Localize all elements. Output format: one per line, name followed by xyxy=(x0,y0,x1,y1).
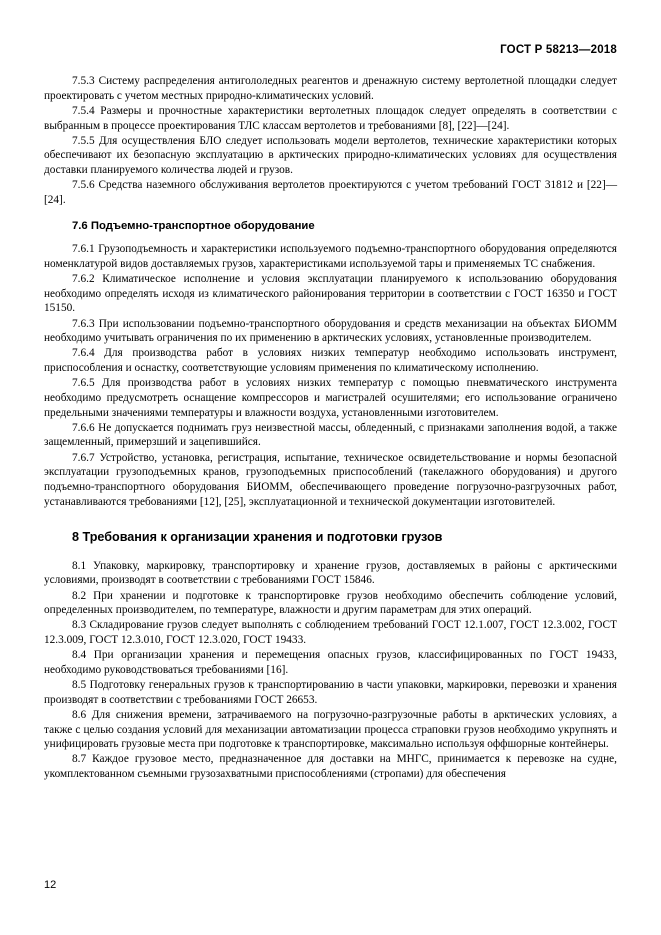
paragraph-7-5-4: 7.5.4 Размеры и прочностные характеристики вертолетных площадок следует определять в соответствии с выбранным в процессе проектирования ТЛС классам вертолетов и требованиями [8], [22]—[24]. xyxy=(44,104,617,132)
paragraph-7-5-3: 7.5.3 Систему распределения антигололедных реагентов и дренажную систему вертолетной площадки следует проектировать с учетом местных природно-климатических условий. xyxy=(44,75,617,102)
page-header: ГОСТ Р 58213—2018 xyxy=(500,44,617,56)
paragraph-7-6-4: 7.6.4 Для производства работ в условиях низких температур необходимо использовать инструмент, приспособления и оснастку, соответствующие условиям применения по климатическому исполнению. xyxy=(44,347,617,375)
subsection-heading-7-6: 7.6 Подъемно-транспортное оборудование xyxy=(72,219,315,232)
section-heading-8: 8 Требования к организации хранения и подготовки грузов xyxy=(72,530,443,545)
paragraph-8-4: 8.4 При организации хранения и перемещения опасных грузов, классифицированных по ГОСТ 19433, необходимо руководствоваться требованиями [16]. xyxy=(44,649,617,676)
paragraph-8-6: 8.6 Для снижения времени, затрачиваемого на погрузочно-разгрузочные работы в арктических условиях, а также с целью создания условий для механизации автоматизации процесса страповки грузов необходимо укрупнять и унифицировать грузовые места при подготовке к транспортировке, максимально используя оффшорные контейнеры. xyxy=(44,708,617,751)
paragraph-7-5-5: 7.5.5 Для осуществления БЛО следует использовать модели вертолетов, технические характеристики которых обеспечивают их безопасную эксплуатацию в арктических природно-климатических условиях для осуществления доставки планируемого количества людей и грузов. xyxy=(44,134,617,177)
document-body xyxy=(44,74,617,782)
paragraph-8-2: 8.2 При хранении и подготовке к транспортировке грузов необходимо обеспечить соблюдение условий, определенных производителем, по температуре, влажности и другим параметрам для этих операций. xyxy=(44,589,617,617)
paragraph-8-7: 8.7 Каждое грузовое место, предназначенное для доставки на МНГС, принимается к перевозке на судне, укомплектованном съемными грузозахватными приспособлениями (стропами) для обеспечения xyxy=(44,753,617,781)
paragraph-7-6-2: 7.6.2 Климатическое исполнение и условия эксплуатации планируемого к использованию оборудования необходимо определять исходя из климатического районирования территории в соответствии с ГОСТ 16350 и ГОСТ 15150. xyxy=(44,273,617,315)
paragraph-7-6-5: 7.6.5 Для производства работ в условиях низких температур с помощью пневматического инструмента необходимо предусмотреть оснащение компрессоров и магистралей осушителями; его использование ограничено предельными значениями температуры и влажности воздуха, установленными изготовителем. xyxy=(44,377,617,419)
page-number: 12 xyxy=(44,879,57,891)
paragraph-7-6-1: 7.6.1 Грузоподъемность и характеристики используемого подъемно-транспортного оборудования определяются номенклатурой видов доставляемых грузов, характеристиками используемой тары и применяемых ТС снабжения. xyxy=(44,243,617,270)
paragraph-8-5: 8.5 Подготовку генеральных грузов к транспортированию в части упаковки, маркировки, перевозки и хранения производят в соответствии с требованиями ГОСТ 26653. xyxy=(44,679,617,706)
paragraph-8-1: 8.1 Упаковку, маркировку, транспортировку и хранение грузов, доставляемых в районы с арктическими условиями, производят в соответствии с требованиями ГОСТ 15846. xyxy=(44,559,617,587)
paragraph-7-6-6: 7.6.6 Не допускается поднимать груз неизвестной массы, обледенный, с признаками заполнения водой, а также защемленный, примерзший и зацепившийся. xyxy=(44,421,617,449)
paragraph-7-6-7: 7.6.7 Устройство, установка, регистрация, испытание, техническое освидетельствование и нормы безопасной эксплуатации грузоподъемных кранов, грузоподъемных приспособлений (такелажного оборудования) и другого подъемно-транспортного оборудования БИОММ, обеспечивающего проведение погрузочно-разгрузочных работ, устанавливаются требованиями [12], [25], эксплуатационной и технической документации изготовителей. xyxy=(44,451,617,508)
paragraph-7-6-3: 7.6.3 При использовании подъемно-транспортного оборудования и средств механизации на объектах БИОММ необходимо учитывать ограничения по их применению в арктических условиях, установленные производителем. xyxy=(44,317,617,345)
paragraph-7-5-6: 7.5.6 Средства наземного обслуживания вертолетов проектируются с учетом требований ГОСТ 31812 и [22]—[24]. xyxy=(44,179,617,206)
paragraph-8-3: 8.3 Складирование грузов следует выполнять с соблюдением требований ГОСТ 12.1.007, ГОСТ 12.3.002, ГОСТ 12.3.009, ГОСТ 12.3.010, ГОСТ 12.3.020, ГОСТ 19433. xyxy=(44,619,617,647)
